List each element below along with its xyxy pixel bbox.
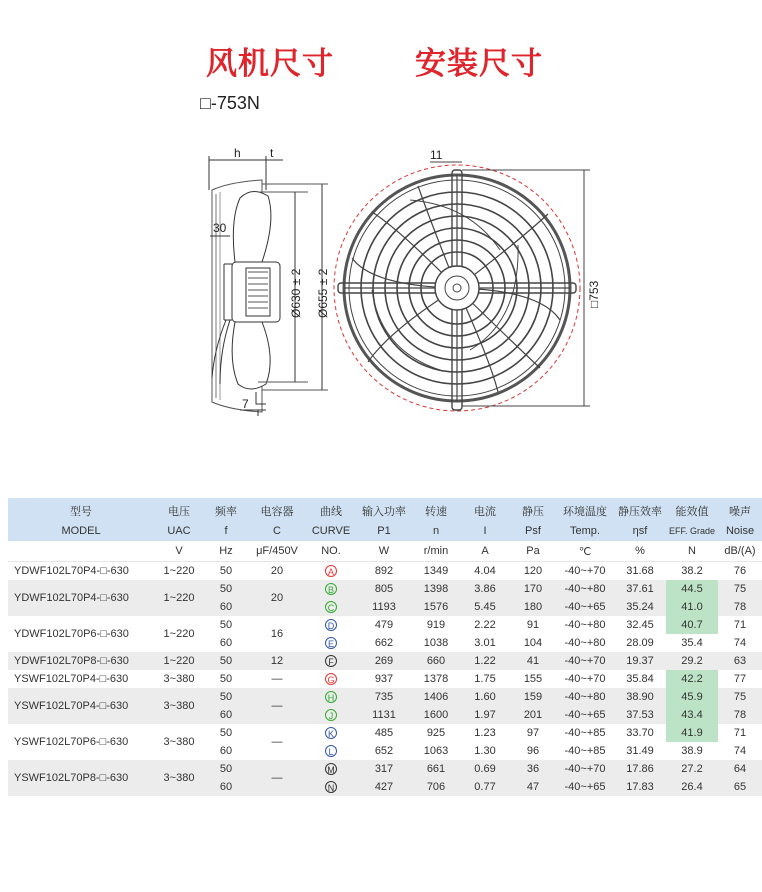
installation-dimensions-title: 安装尺寸 [415, 46, 543, 82]
header-en: C [248, 521, 306, 541]
voltage-cell: 3~380 [154, 760, 204, 796]
power-cell: 479 [374, 619, 394, 631]
table-row [8, 652, 762, 670]
front-view-drawing [334, 162, 590, 411]
noise-cell: 76 [733, 565, 747, 577]
efficiency-cell: 31.49 [626, 745, 654, 757]
efficiency-cell: 19.37 [614, 652, 666, 670]
capacitor-cell: — [271, 736, 283, 748]
pressure-cell: 104 [523, 637, 543, 649]
temperature-cell: -40~+70 [556, 652, 614, 670]
table-row [8, 616, 762, 634]
grade-cell: 27.2 [666, 760, 718, 778]
curve-badge: H [325, 691, 337, 703]
speed-cell: 1349 [423, 565, 449, 577]
model-cell: YSWF102L70P8-□-630 [8, 760, 154, 796]
model-cell: YDWF102L70P6-□-630 [14, 628, 129, 640]
voltage-cell: 3~380 [154, 688, 204, 724]
pressure-cell: 159 [510, 688, 556, 706]
current-cell: 0.77 [460, 778, 510, 796]
pressure-cell: 170 [510, 580, 556, 598]
frequency-cell: 50 [204, 652, 248, 670]
header-row-cn [8, 498, 762, 521]
frequency-cell: 60 [219, 745, 233, 757]
model-cell: YSWF102L70P6-□-630 [14, 736, 129, 748]
capacitor-cell: — [271, 673, 283, 685]
model-cell: YSWF102L70P4-□-630 [14, 673, 129, 685]
current-cell: 1.75 [474, 673, 496, 685]
curve-cell [306, 742, 356, 760]
curve-badge: M [325, 763, 337, 775]
header-cn: 静压 [510, 498, 556, 521]
unit: ℃ [556, 541, 614, 562]
frequency-cell: 60 [204, 598, 248, 616]
grade-cell: 43.4 [666, 706, 718, 724]
curve-cell [306, 688, 356, 706]
speed-cell: 1038 [423, 637, 449, 649]
pressure-cell: 120 [523, 565, 543, 577]
efficiency-cell: 17.86 [614, 760, 666, 778]
efficiency-cell: 33.70 [626, 727, 654, 739]
curve-cell [306, 670, 356, 688]
table-row [8, 580, 762, 598]
capacitor-cell: 20 [248, 580, 306, 616]
unit: dB/(A) [718, 541, 762, 562]
power-cell: 652 [374, 745, 394, 757]
capacitor-cell: — [248, 760, 306, 796]
dim-7: 7 [242, 397, 249, 411]
header-en: Temp. [556, 521, 614, 541]
current-cell: 4.04 [474, 565, 496, 577]
curve-badge: J [325, 709, 337, 721]
unit [8, 541, 154, 562]
header-en: n [412, 521, 460, 541]
header-cn: 曲线 [306, 498, 356, 521]
current-cell: 1.23 [474, 727, 496, 739]
frequency-cell: 60 [219, 637, 233, 649]
pressure-cell: 47 [510, 778, 556, 796]
current-cell: 3.01 [474, 637, 496, 649]
dim-side-753: □753 [587, 280, 601, 308]
power-cell: 735 [356, 688, 412, 706]
noise-cell: 74 [733, 745, 747, 757]
efficiency-cell: 38.90 [614, 688, 666, 706]
noise-cell: 71 [733, 619, 747, 631]
efficiency-cell: 32.45 [626, 619, 654, 631]
header-en: Psf [510, 521, 556, 541]
header-en: ηsf [614, 521, 666, 541]
grade-cell: 45.9 [666, 688, 718, 706]
header-en: CURVE [306, 521, 356, 541]
speed-cell: 1576 [412, 598, 460, 616]
power-cell: 1193 [356, 598, 412, 616]
curve-badge: E [325, 637, 337, 649]
table-row [8, 688, 762, 706]
header-en: P1 [356, 521, 412, 541]
capacitor-cell: 12 [248, 652, 306, 670]
header-en: I [460, 521, 510, 541]
curve-cell [306, 706, 356, 724]
current-cell: 2.22 [474, 619, 496, 631]
curve-badge: B [325, 583, 337, 595]
current-cell: 1.22 [460, 652, 510, 670]
frequency-cell: 60 [204, 706, 248, 724]
unit: A [460, 541, 510, 562]
frequency-cell: 50 [204, 760, 248, 778]
model-label: □-753N [200, 93, 260, 113]
unit: Hz [204, 541, 248, 562]
capacitor-cell: — [248, 688, 306, 724]
header-en: EFF. Grade [666, 521, 718, 541]
header-cn: 型号 [8, 498, 154, 521]
dim-30: 30 [213, 221, 227, 235]
power-cell: 485 [374, 727, 394, 739]
model-cell: YDWF102L70P4-□-630 [8, 580, 154, 616]
power-cell: 1131 [356, 706, 412, 724]
curve-cell [306, 724, 356, 742]
curve-badge: C [325, 601, 337, 613]
speed-cell: 1378 [423, 673, 449, 685]
noise-cell: 74 [733, 637, 747, 649]
power-cell: 662 [374, 637, 394, 649]
header-cn: 环境温度 [556, 498, 614, 521]
unit: W [356, 541, 412, 562]
power-cell: 427 [356, 778, 412, 796]
pressure-cell: 155 [523, 673, 543, 685]
speed-cell: 660 [412, 652, 460, 670]
table-row [8, 562, 762, 581]
curve-badge: F [325, 655, 337, 667]
power-cell: 937 [374, 673, 394, 685]
header-en: f [204, 521, 248, 541]
current-cell: 0.69 [460, 760, 510, 778]
efficiency-cell: 28.09 [626, 637, 654, 649]
dim-diameter-630: Ø630 ± 2 [289, 268, 303, 318]
header-cn: 电流 [460, 498, 510, 521]
temperature-cell: -40~+80 [556, 688, 614, 706]
curve-badge: N [325, 781, 337, 793]
side-view-drawing [209, 156, 328, 416]
voltage-cell: 3~380 [163, 673, 195, 685]
power-cell: 805 [356, 580, 412, 598]
temperature-cell: -40~+70 [564, 565, 606, 577]
grade-cell: 42.2 [666, 670, 718, 688]
dim-h: h [234, 146, 241, 160]
curve-badge: L [325, 745, 337, 757]
voltage-cell: 1~220 [154, 652, 204, 670]
header-cn: 能效值 [666, 498, 718, 521]
header-cn: 电压 [154, 498, 204, 521]
dim-diameter-655: Ø655 ± 2 [316, 268, 330, 318]
model-cell: YDWF102L70P8-□-630 [8, 652, 154, 670]
grade-cell: 44.5 [666, 580, 718, 598]
header-cn: 转速 [412, 498, 460, 521]
temperature-cell: -40~+70 [564, 673, 606, 685]
current-cell: 1.97 [460, 706, 510, 724]
speed-cell: 1600 [412, 706, 460, 724]
table-row [8, 670, 762, 688]
temperature-cell: -40~+80 [556, 580, 614, 598]
grade-cell: 38.2 [681, 565, 703, 577]
efficiency-cell: 37.61 [614, 580, 666, 598]
efficiency-cell: 17.83 [614, 778, 666, 796]
pressure-cell: 36 [510, 760, 556, 778]
efficiency-cell: 37.53 [614, 706, 666, 724]
frequency-cell: 50 [219, 619, 233, 631]
grade-cell: 35.4 [681, 637, 703, 649]
grade-cell: 41.9 [666, 724, 718, 742]
grade-cell: 40.7 [666, 616, 718, 634]
efficiency-cell: 31.68 [626, 565, 654, 577]
noise-cell: 78 [718, 598, 762, 616]
voltage-cell: 1~220 [154, 580, 204, 616]
dim-t: t [270, 146, 274, 160]
curve-cell [306, 616, 356, 634]
temperature-cell: -40~+80 [564, 637, 606, 649]
capacitor-cell: 16 [270, 628, 284, 640]
unit: r/min [412, 541, 460, 562]
capacitor-cell: 20 [270, 565, 284, 577]
noise-cell: 78 [718, 706, 762, 724]
power-cell: 269 [356, 652, 412, 670]
efficiency-cell: 35.84 [626, 673, 654, 685]
noise-cell: 71 [733, 727, 747, 739]
pressure-cell: 180 [510, 598, 556, 616]
curve-cell [306, 598, 356, 616]
power-cell: 892 [374, 565, 394, 577]
temperature-cell: -40~+65 [556, 598, 614, 616]
temperature-cell: -40~+65 [556, 778, 614, 796]
curve-cell [306, 580, 356, 598]
curve-badge: K [325, 727, 337, 739]
frequency-cell: 50 [204, 580, 248, 598]
unit: Pa [510, 541, 556, 562]
spec-table [8, 498, 762, 796]
temperature-cell: -40~+85 [564, 727, 606, 739]
frequency-cell: 50 [204, 688, 248, 706]
curve-cell [306, 760, 356, 778]
current-cell: 1.30 [474, 745, 496, 757]
current-cell: 5.45 [460, 598, 510, 616]
header-cn: 噪声 [718, 498, 762, 521]
spec-table-body [8, 562, 762, 797]
pressure-cell: 91 [526, 619, 540, 631]
speed-cell: 661 [412, 760, 460, 778]
noise-cell: 75 [718, 580, 762, 598]
frequency-cell: 50 [219, 673, 233, 685]
speed-cell: 925 [426, 727, 446, 739]
frequency-cell: 50 [219, 565, 233, 577]
current-cell: 3.86 [460, 580, 510, 598]
dim-11: 11 [430, 148, 443, 162]
unit: μF/450V [248, 541, 306, 562]
unit: V [154, 541, 204, 562]
unit: N [666, 541, 718, 562]
unit: % [614, 541, 666, 562]
pressure-cell: 41 [510, 652, 556, 670]
speed-cell: 1406 [412, 688, 460, 706]
noise-cell: 64 [718, 760, 762, 778]
unit: NO. [306, 541, 356, 562]
noise-cell: 65 [718, 778, 762, 796]
power-cell: 317 [356, 760, 412, 778]
curve-badge: A [325, 565, 337, 577]
curve-badge: D [325, 619, 337, 631]
voltage-cell: 1~220 [163, 628, 195, 640]
model-cell: YSWF102L70P4-□-630 [8, 688, 154, 724]
header-en: UAC [154, 521, 204, 541]
curve-cell [306, 652, 356, 670]
header-cn: 静压效率 [614, 498, 666, 521]
temperature-cell: -40~+65 [556, 706, 614, 724]
grade-cell: 26.4 [666, 778, 718, 796]
current-cell: 1.60 [460, 688, 510, 706]
efficiency-cell: 35.24 [614, 598, 666, 616]
temperature-cell: -40~+80 [564, 619, 606, 631]
table-row [8, 724, 762, 742]
units-row [8, 541, 762, 562]
header-row-en [8, 521, 762, 541]
table-row [8, 760, 762, 778]
speed-cell: 1063 [423, 745, 449, 757]
header-en: MODEL [8, 521, 154, 541]
noise-cell: 63 [718, 652, 762, 670]
speed-cell: 1398 [412, 580, 460, 598]
speed-cell: 706 [412, 778, 460, 796]
noise-cell: 75 [718, 688, 762, 706]
model-cell: YDWF102L70P4-□-630 [14, 565, 129, 577]
curve-badge: G [325, 673, 337, 685]
header-en: Noise [718, 521, 762, 541]
pressure-cell: 201 [510, 706, 556, 724]
voltage-cell: 1~220 [163, 565, 195, 577]
header-cn: 电容器 [248, 498, 306, 521]
curve-cell [306, 562, 356, 581]
frequency-cell: 60 [204, 778, 248, 796]
pressure-cell: 97 [526, 727, 540, 739]
curve-cell [306, 634, 356, 652]
temperature-cell: -40~+70 [556, 760, 614, 778]
voltage-cell: 3~380 [163, 736, 195, 748]
curve-cell [306, 778, 356, 796]
fan-dimensions-title: 风机尺寸 [206, 46, 334, 82]
temperature-cell: -40~+85 [564, 745, 606, 757]
header-cn: 输入功率 [356, 498, 412, 521]
grade-cell: 38.9 [681, 745, 703, 757]
pressure-cell: 96 [526, 745, 540, 757]
header-cn: 频率 [204, 498, 248, 521]
frequency-cell: 50 [219, 727, 233, 739]
grade-cell: 41.0 [666, 598, 718, 616]
grade-cell: 29.2 [666, 652, 718, 670]
noise-cell: 77 [733, 673, 747, 685]
speed-cell: 919 [426, 619, 446, 631]
